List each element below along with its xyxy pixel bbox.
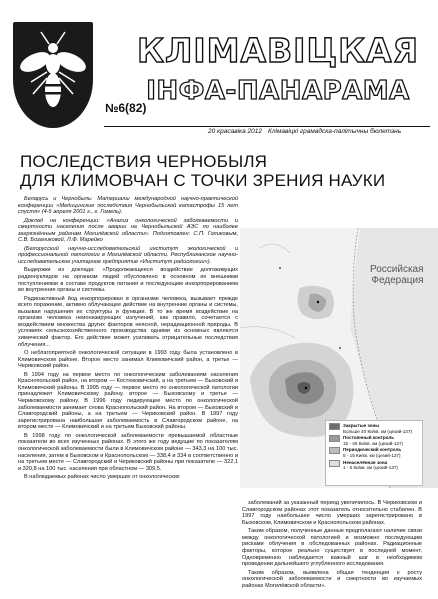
headline-line-2: ДЛЯ КЛИМОВЧАН С ТОЧКИ ЗРЕНИЯ НАУКИ: [20, 171, 386, 190]
headline-line-1: ПОСЛЕДСТВИЯ ЧЕРНОБЫЛЯ: [20, 152, 268, 171]
paragraph: В 1998 году по онкологической заболеваемости превышаемой областные показатели во всех изученных районах. В этого же году ведущие по показателям онкологической заболеваемости были в Климовичском районе — 343,3 на 100 тыс. населения, затем в Быховском и Краснопольском — 338,4 и 334 в соответственно и на третьем месте — Славгородский и Чериковский районы при показателе — 322,1 и 320,8 на 100 тыс. населения при областном — 309,5.: [18, 432, 238, 472]
masthead-title: КЛІМАВІЦКАЯ: [136, 31, 419, 70]
paragraph: Доклад на конференции: «Анализ онкологической заболеваемости и смертности населения после аварии на Чернобыльской АЭС по наиболее загрязнённым районам Могилёвской области». Подготовлен: С.П. Голиковым, С.В. Бозаниковой, Л.Ф. Марейко: [18, 217, 238, 244]
paragraph: заболеваний за указанный период увеличилось. В Чериковском и Славгородском районах этот показатель относительно стабилен. В 1997 году наибольшее число умерших зарегистрировано в Быховском, Климовичском и Краснопольском районах.: [242, 500, 422, 526]
issue-date: 20 красавіка 2012: [208, 128, 262, 135]
dateline: [104, 126, 430, 135]
map-legend: [325, 420, 423, 486]
country-label-line-1: Российская: [370, 264, 424, 275]
article-right-column: [242, 500, 422, 591]
legend-item: [329, 423, 420, 434]
legend-detail: 1 - 5 Ки/кв. км (цезий-137): [343, 465, 398, 471]
legend-item: [329, 447, 420, 458]
coat-of-arms-emblem: [13, 22, 93, 128]
paragraph: В наблюдаемых районах число умерших от онкологических: [24, 474, 180, 481]
legend-item: [329, 460, 420, 471]
paragraph: Таким образом, выявлена общая тенденция к росту онкологической заболеваемости и смертности во изучаемых районах Могилёвской области».: [242, 569, 422, 589]
paragraph: Выдержки из доклада: «Продолжающееся воздействие долгоживущих радионуклидов на организм людей обусловлено в основном их внешними поступлениями в составе продуктов питания и последующим инкорпорированием во внутренние органы и системы.: [18, 267, 238, 294]
legend-swatch: [329, 447, 340, 454]
legend-swatch: [329, 435, 340, 442]
legend-label: Постоянный контроль: [343, 435, 395, 441]
paragraph: О неблагоприятной онкологической ситуации в 1993 году была установлено в Климовичском районе. Второе место занимал Климовичский район, а третье — Чериковский район.: [18, 350, 238, 370]
masthead-subtitle: ІНФА-ПАНАРАМА: [146, 76, 410, 106]
legend-swatch: [329, 460, 340, 467]
paragraph: В 1994 году на первое место по онкологическим заболеваниям населения Краснопольский район, на втором — Костюковичский, а на третьем — Быховский и Климовичский районы. В 1995 году — первое место по онкологической патологии принадлежит Климовичскому району, второе — Быховскому и третье — Чериковскому району. В 1996 году лидирующее место по онкологической заболеваемости занимает снова Краснопольский район. На втором — Быховский и Славгородский районы, а на третьем — Чериковский район. В 1997 году зарегистрирована наибольшая заболеваемость в Славгородском районе, на втором месте — Климовичский и на третьем Быховский районы.: [18, 371, 238, 431]
paragraph: Радиоактивный йод инкорпорирован в организме человека, вызывает прежде всего поражение, активно облучающее действие на внутренние органы и системы, вызывая нарушения их структуры и функции. В то же время воздействие на организм человека неионизирующих излучений, как правило, сочетается с воздействием множества других факторов неясной, нерадиационной природы. В условиях сельскохозяйственного производства одними из основных являются химический фактор. Его действие может усиливать отрицательные последствия облучения...: [18, 295, 238, 348]
map-country-label: [370, 264, 424, 286]
masthead: [0, 0, 438, 140]
paragraph: Таким образом, полученные данные предполагают наличие связи между онкологической патологией и возможно последующим рисками облучения в обследованных районах. Радиационные факторы, которое реально существует в последней момент. Одновременно наблюдается важный шаг в необходимом проведении дальнейшего углубленного исследования.: [242, 528, 422, 568]
legend-label: Закрытые зоны: [343, 423, 380, 428]
paragraph: Беларусь и Чернобыль: Материалы международной научно-практической конференции «Медицинские последствия Чернобыльской катастрофы 15 лет спустя» (4-5 апреля 2001 г., г. Гомель).: [18, 196, 238, 216]
article-left-column: [18, 196, 238, 483]
legend-swatch: [329, 423, 340, 430]
paragraph: (Белорусский научно-исследовательский институт экологической и профессиональной патологии в Могилёвской области. Республиканское научно-исследовательское унитарное предприятие «Институт радиологии»).: [18, 245, 238, 265]
bee-icon: [13, 22, 93, 128]
article-headline: [20, 152, 420, 190]
legend-detail: Больше 40 Ки/кв. км (цезий-137): [343, 428, 412, 434]
legend-item: [329, 435, 420, 446]
issue-number: №6(82): [105, 101, 147, 115]
legend-label: Ненаселённая зона: [343, 459, 388, 465]
legend-detail: 15 - 40 Ки/кв. км (цезий-137): [343, 440, 404, 446]
country-label-line-2: Федерация: [371, 275, 424, 286]
legend-label: Периодический контроль: [343, 447, 402, 453]
tagline: Клімавіцкі грамадска-палітычны бюлетэнь: [268, 128, 402, 135]
legend-detail: 5 - 15 Ки/кв. км (цезий-137): [343, 452, 401, 458]
